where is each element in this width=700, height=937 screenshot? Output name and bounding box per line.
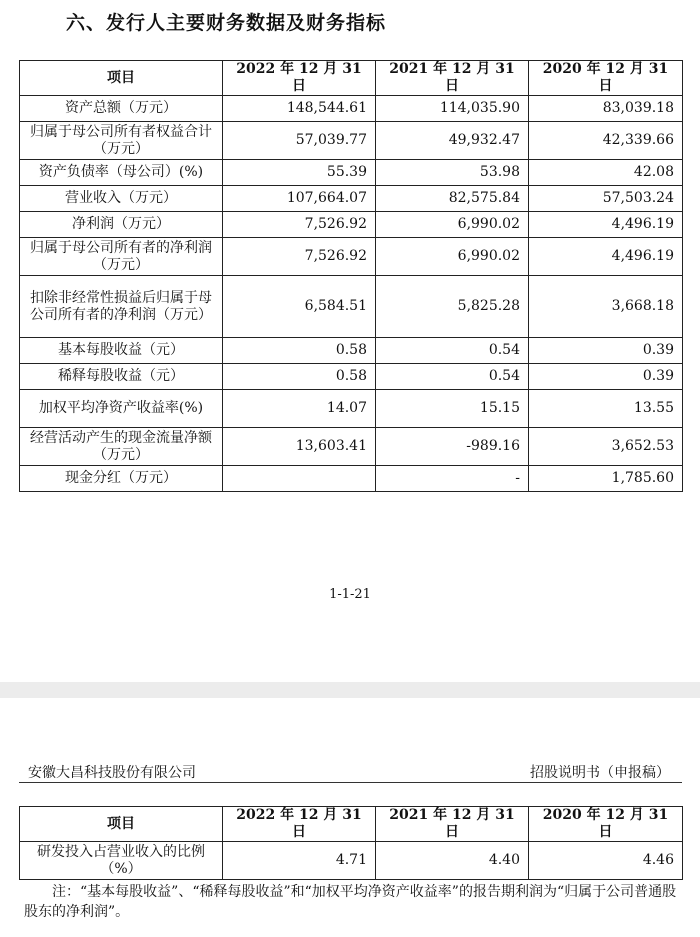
header-2022: 2022 年 12 月 31 日 (223, 807, 376, 842)
row-label: 资产总额（万元） (20, 96, 223, 122)
value-2022: 55.39 (223, 160, 376, 186)
table-row (20, 186, 683, 212)
table-note: 注：“基本每股收益”、“稀释每股收益”和“加权平均净资产收益率”的报告期利润为“归属于公司普通股股东的净利润”。 (24, 884, 677, 920)
value-2021: 15.15 (376, 390, 529, 428)
value-2020: 1,785.60 (529, 466, 683, 492)
row-label: 资产负债率（母公司）(%) (20, 160, 223, 186)
page-number: 1-1-21 (329, 587, 371, 602)
table-row (20, 96, 683, 122)
value-2022: 13,603.41 (223, 428, 376, 466)
table-row (20, 390, 683, 428)
value-2022: 7,526.92 (223, 238, 376, 276)
row-label: 归属于母公司所有者权益合计（万元） (20, 122, 223, 160)
value-2022: 0.58 (223, 338, 376, 364)
table-row (20, 842, 683, 880)
value-2021: 82,575.84 (376, 186, 529, 212)
header-2020: 2020 年 12 月 31 日 (529, 807, 683, 842)
document-page-2 (0, 698, 700, 937)
rd-ratio-table (19, 806, 683, 880)
table-row (20, 338, 683, 364)
header-2021: 2021 年 12 月 31 日 (376, 61, 529, 96)
row-label: 稀释每股收益（元） (20, 364, 223, 390)
table-header-row (20, 807, 683, 842)
header-item: 项目 (20, 807, 223, 842)
value-2020: 4,496.19 (529, 238, 683, 276)
table-row (20, 212, 683, 238)
header-2021: 2021 年 12 月 31 日 (376, 807, 529, 842)
value-2022: 4.71 (223, 842, 376, 880)
header-2022: 2022 年 12 月 31 日 (223, 61, 376, 96)
value-2022: 57,039.77 (223, 122, 376, 160)
header-divider (19, 782, 682, 783)
table-row (20, 160, 683, 186)
row-label: 扣除非经常性损益后归属于母公司所有者的净利润（万元） (20, 276, 223, 338)
value-2020: 57,503.24 (529, 186, 683, 212)
value-2020: 83,039.18 (529, 96, 683, 122)
table-row (20, 428, 683, 466)
row-label: 加权平均净资产收益率(%) (20, 390, 223, 428)
value-2022: 14.07 (223, 390, 376, 428)
header-2020: 2020 年 12 月 31 日 (529, 61, 683, 96)
row-label: 研发投入占营业收入的比例（%） (20, 842, 223, 880)
value-2022: 148,544.61 (223, 96, 376, 122)
value-2021: 6,990.02 (376, 212, 529, 238)
row-label: 基本每股收益（元） (20, 338, 223, 364)
value-2021: 5,825.28 (376, 276, 529, 338)
value-2020: 4,496.19 (529, 212, 683, 238)
value-2020: 13.55 (529, 390, 683, 428)
value-2021: 114,035.90 (376, 96, 529, 122)
value-2021: 0.54 (376, 338, 529, 364)
value-2020: 3,668.18 (529, 276, 683, 338)
value-2022: 107,664.07 (223, 186, 376, 212)
document-type: 招股说明书（申报稿） (530, 765, 670, 781)
row-label: 经营活动产生的现金流量净额（万元） (20, 428, 223, 466)
value-2022: 7,526.92 (223, 212, 376, 238)
table-row (20, 364, 683, 390)
value-2020: 4.46 (529, 842, 683, 880)
value-2021: 53.98 (376, 160, 529, 186)
page-separator (0, 682, 700, 698)
table-row (20, 276, 683, 338)
table-row (20, 466, 683, 492)
row-label: 净利润（万元） (20, 212, 223, 238)
value-2021: - (376, 466, 529, 492)
value-2020: 0.39 (529, 338, 683, 364)
financial-indicators-table (19, 60, 683, 492)
value-2020: 0.39 (529, 364, 683, 390)
value-2021: 6,990.02 (376, 238, 529, 276)
value-2021: 0.54 (376, 364, 529, 390)
table-header-row (20, 61, 683, 96)
row-label: 营业收入（万元） (20, 186, 223, 212)
value-2020: 42,339.66 (529, 122, 683, 160)
header-item: 项目 (20, 61, 223, 96)
table-row (20, 122, 683, 160)
section-title: 六、发行人主要财务数据及财务指标 (66, 12, 387, 34)
value-2022: 0.58 (223, 364, 376, 390)
row-label: 归属于母公司所有者的净利润（万元） (20, 238, 223, 276)
value-2022: 6,584.51 (223, 276, 376, 338)
value-2021: -989.16 (376, 428, 529, 466)
value-2022 (223, 466, 376, 492)
row-label: 现金分红（万元） (20, 466, 223, 492)
value-2021: 49,932.47 (376, 122, 529, 160)
value-2020: 3,652.53 (529, 428, 683, 466)
value-2020: 42.08 (529, 160, 683, 186)
company-name: 安徽大昌科技股份有限公司 (28, 765, 196, 781)
table-row (20, 238, 683, 276)
value-2021: 4.40 (376, 842, 529, 880)
